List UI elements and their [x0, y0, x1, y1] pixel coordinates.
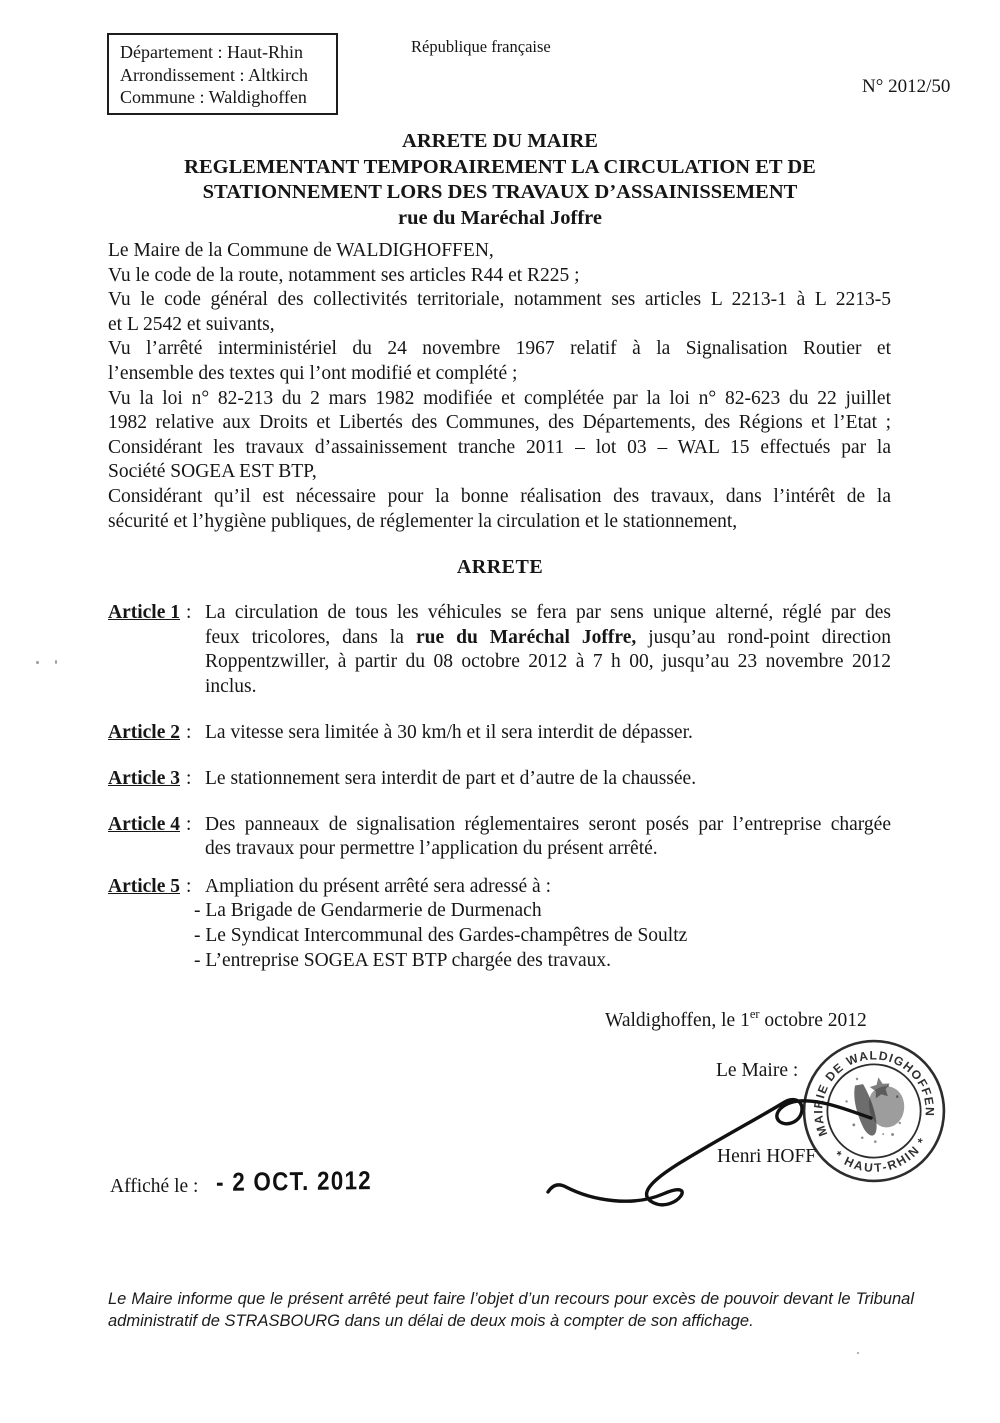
signature-stroke	[548, 1100, 871, 1205]
scan-speckle	[36, 661, 39, 664]
article-5-text	[194, 875, 891, 973]
article-3-label: Article 3 :	[108, 767, 192, 789]
article-4-label: Article 4 :	[108, 813, 192, 835]
departement-line: Département : Haut-Rhin	[120, 42, 303, 62]
scan-speckle	[55, 660, 57, 664]
commune-line: Commune : Waldighoffen	[120, 87, 307, 107]
decree-heading: ARRETE	[456, 556, 544, 578]
title-line-4: rue du Maréchal Joffre	[398, 206, 602, 229]
place-and-date: Waldighoffen, le 1er octobre 2012	[605, 1007, 867, 1031]
stamp-top-text: MAIRIE DE WALDIGHOFFEN	[811, 1048, 937, 1139]
preamble-line: et L 2542 et suivants,	[108, 313, 275, 335]
article-3	[108, 767, 891, 792]
title-line-2: REGLEMENTANT TEMPORAIREMENT LA CIRCULATION ET DE	[184, 155, 816, 178]
article-3-text: Le stationnement sera interdit de part et d’autre de la chaussée.	[205, 767, 697, 789]
document-title	[0, 129, 1000, 231]
preamble-section	[108, 239, 891, 534]
articles-section	[108, 601, 891, 973]
label-separator: :	[186, 813, 192, 835]
posted-date-stamp: - 2 OCT. 2012	[215, 1165, 373, 1197]
article-5	[108, 875, 891, 973]
article-4-line: des travaux pour permettre l’application du présent arrêté.	[205, 838, 658, 860]
article-1-line: inclus.	[205, 675, 257, 697]
title-line-3: STATIONNEMENT LORS DES TRAVAUX D’ASSAINISSEMENT	[202, 181, 798, 204]
article-1-line: Roppentzwiller, à partir du 08 octobre 2012 à 7 h 00, jusqu’au 23 novembre 2012	[205, 651, 891, 673]
preamble-line: Considérant les travaux d’assainissement tranche 2011 – lot 03 – WAL 15 effectués par la	[108, 436, 891, 458]
preamble-line: Société SOGEA EST BTP,	[108, 461, 317, 483]
preamble-line: 1982 relative aux Droits et Libertés des Communes, des Départements, des Régions et l’Etat ;	[108, 412, 891, 434]
label-separator: :	[186, 722, 192, 744]
decree-number: N° 2012/50	[862, 76, 951, 97]
article-2-label: Article 2 :	[108, 722, 192, 744]
preamble-line: l’ensemble des textes qui l’ont modifié et complété ;	[108, 362, 518, 384]
title-line-1: ARRETE DU MAIRE	[402, 130, 598, 152]
republic-label: République française	[411, 37, 551, 56]
label-separator: :	[186, 602, 192, 623]
recipient-item: - L’entreprise SOGEA EST BTP chargée des travaux.	[194, 949, 611, 971]
signatory-name: Henri HOFF	[717, 1146, 817, 1167]
arrondissement-line: Arrondissement : Altkirch	[120, 64, 308, 85]
signatory-title: Le Maire :	[716, 1060, 799, 1081]
posted-on-label: Affiché le :	[110, 1176, 199, 1197]
stamp-bottom-text: * HAUT-RHIN *	[831, 1134, 931, 1176]
label-separator: :	[186, 767, 192, 789]
recipient-item: - Le Syndicat Intercommunal des Gardes-champêtres de Soultz	[194, 924, 688, 946]
legal-recourse-notice: Le Maire informe que le présent arrêté peut faire l’objet d’un recours pour excès de pouvoir devant le Tribunal administratif de STRASBOURG dans un délai de deux mois à compter de son affichage.	[108, 1290, 914, 1330]
preamble-line: Le Maire de la Commune de WALDIGHOFFEN,	[108, 240, 494, 261]
article-1-line: La circulation de tous les véhicules se fera par sens unique alterné, réglé par des	[205, 602, 891, 623]
handwritten-signature	[538, 1072, 903, 1224]
ordinal-superscript: er	[749, 1007, 760, 1021]
article-4	[108, 813, 891, 862]
recipient-item: - La Brigade de Gendarmerie de Durmenach	[194, 900, 542, 922]
article-4-text	[205, 813, 891, 862]
article-1-label: Article 1 :	[108, 602, 192, 623]
preamble-line: Considérant qu’il est nécessaire pour la bonne réalisation des travaux, dans l’intérêt de la	[108, 485, 891, 507]
preamble-line: Vu le code de la route, notamment ses articles R44 et R225 ;	[108, 264, 580, 286]
preamble-line: Vu la loi n° 82-213 du 2 mars 1982 modifiée et complétée par la loi n° 82-623 du 22 juillet	[108, 387, 891, 409]
preamble-line: sécurité et l’hygiène publiques, de réglementer la circulation et le stationnement,	[108, 510, 738, 532]
article-5-head: Ampliation du présent arrêté sera adressé à :	[205, 875, 551, 897]
commune-identity-box	[107, 33, 338, 115]
label-separator: :	[186, 875, 192, 897]
scan-speckle	[857, 1352, 859, 1354]
preamble-line: Vu le code général des collectivités territoriale, notamment ses articles L 2213-1 à L 2213-5	[108, 289, 891, 311]
article-2	[108, 721, 891, 746]
article-1-text	[205, 601, 891, 699]
article-1	[108, 601, 891, 699]
article-1-line: feux tricolores, dans la rue du Maréchal Joffre, jusqu’au rond-point direction	[205, 626, 891, 648]
article-4-line: Des panneaux de signalisation réglementaires seront posés par l’entreprise chargée	[205, 813, 891, 835]
preamble-line: Vu l’arrêté interministériel du 24 novembre 1967 relatif à la Signalisation Routier et	[108, 338, 891, 360]
bold-street-name: rue du Maréchal Joffre,	[415, 626, 637, 648]
article-5-label: Article 5 :	[108, 875, 192, 897]
article-2-text: La vitesse sera limitée à 30 km/h et il sera interdit de dépasser.	[205, 722, 693, 744]
